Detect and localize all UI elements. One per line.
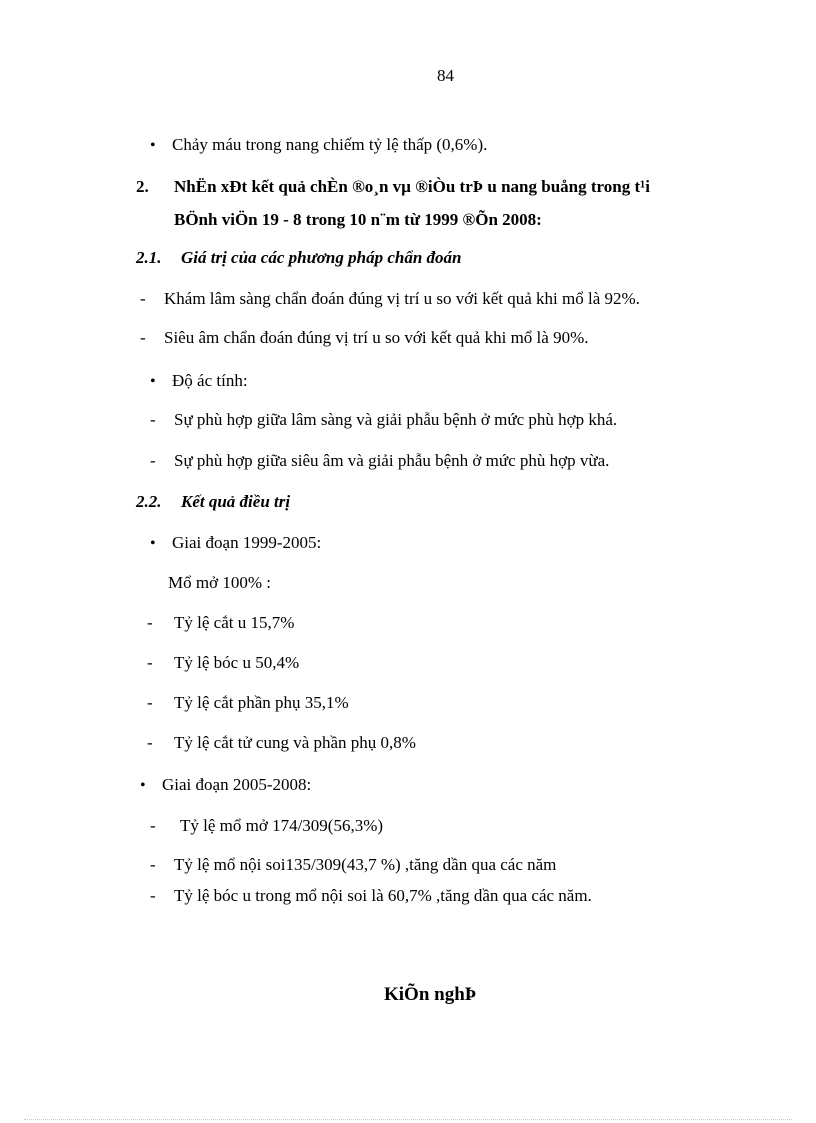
bullet-bleeding	[150, 134, 487, 157]
dash-marker: -	[150, 855, 156, 874]
period-1-item-2	[147, 652, 299, 674]
bullet-malignancy-text: Độ ác tính:	[172, 371, 248, 390]
dash-marker: -	[150, 451, 156, 470]
recommendation-title: KiÕn nghÞ	[384, 984, 477, 1005]
dash-marker: -	[150, 410, 156, 429]
section-2-2-number: 2.2.	[136, 492, 162, 511]
section-2-2-heading	[136, 491, 290, 513]
heading-2-line1	[136, 176, 650, 198]
dash-marker: -	[140, 289, 146, 308]
heading-2-line2: BÖnh viÖn 19 - 8 trong 10 n¨m từ 1999 ®Õn 2008:	[174, 210, 542, 229]
dash-marker: -	[150, 816, 156, 835]
dash-marker: -	[147, 693, 153, 712]
period-2-item-3	[150, 885, 592, 907]
period-1-item-3	[147, 692, 349, 714]
period-2-item-1	[150, 815, 383, 837]
page-number: 84	[437, 66, 454, 85]
dash-marker: -	[140, 328, 146, 347]
period-2-item-2-text: Tỷ lệ mổ nội soi135/309(43,7 %) ,tăng dần qua các năm	[174, 855, 557, 874]
dash-marker: -	[150, 886, 156, 905]
section-2-1-title: Giá trị của các phương pháp chẩn đoán	[181, 248, 462, 267]
period-1-item-4	[147, 732, 416, 754]
period-1-item-2-text: Tỷ lệ bóc u 50,4%	[174, 653, 300, 672]
bullet-malignancy	[150, 370, 248, 393]
dash-marker: -	[147, 653, 153, 672]
item-malignancy-2	[150, 450, 609, 472]
item-2-1-1-text: Khám lâm sàng chẩn đoán đúng vị trí u so với kết quả khi mổ là 92%.	[164, 289, 640, 308]
section-2-2-title: Kết quả điều trị	[181, 492, 291, 511]
bullet-period-2	[140, 774, 311, 797]
item-malignancy-1	[150, 409, 617, 431]
dash-marker: -	[147, 733, 153, 752]
period-1-item-1	[147, 612, 294, 634]
page-bottom-divider	[24, 1119, 792, 1120]
item-malignancy-1-text: Sự phù hợp giữa lâm sàng và giải phẫu bệnh ở mức phù hợp khá.	[174, 410, 618, 429]
heading-2-text-line1: NhËn xÐt kết quả chÈn ®o¸n vµ ®iÒu trÞ u nang buång trong t¹i	[174, 177, 650, 196]
item-2-1-1	[140, 288, 640, 310]
item-malignancy-2-text: Sự phù hợp giữa siêu âm và giải phẫu bệnh ở mức phù hợp vừa.	[174, 451, 610, 470]
period-1-item-4-text: Tỷ lệ cắt tử cung và phần phụ 0,8%	[174, 733, 416, 752]
section-2-1-heading	[136, 247, 461, 269]
period-1-item-3-text: Tỷ lệ cắt phần phụ 35,1%	[174, 693, 349, 712]
section-2-1-number: 2.1.	[136, 248, 162, 267]
period-2-label: Giai đoạn 2005-2008:	[162, 775, 312, 794]
bullet-period-1	[150, 532, 321, 555]
period-2-item-2	[150, 854, 556, 876]
item-2-1-2-text: Siêu âm chẩn đoán đúng vị trí u so với kết quả khi mổ là 90%.	[164, 328, 589, 347]
period-1-sub: Mổ mở 100% :	[168, 573, 271, 592]
period-2-item-1-text: Tỷ lệ mổ mở 174/309(56,3%)	[180, 816, 384, 835]
item-2-1-2	[140, 327, 588, 349]
period-2-item-3-text: Tỷ lệ bóc u trong mổ nội soi là 60,7% ,tăng dần qua các năm.	[174, 886, 592, 905]
period-1-label: Giai đoạn 1999-2005:	[172, 533, 322, 552]
period-1-item-1-text: Tỷ lệ cắt u 15,7%	[174, 613, 295, 632]
heading-2-number: 2.	[136, 177, 149, 196]
bullet-bleeding-text: Chảy máu trong nang chiếm tỷ lệ thấp (0,6%).	[172, 135, 488, 154]
dash-marker: -	[147, 613, 153, 632]
